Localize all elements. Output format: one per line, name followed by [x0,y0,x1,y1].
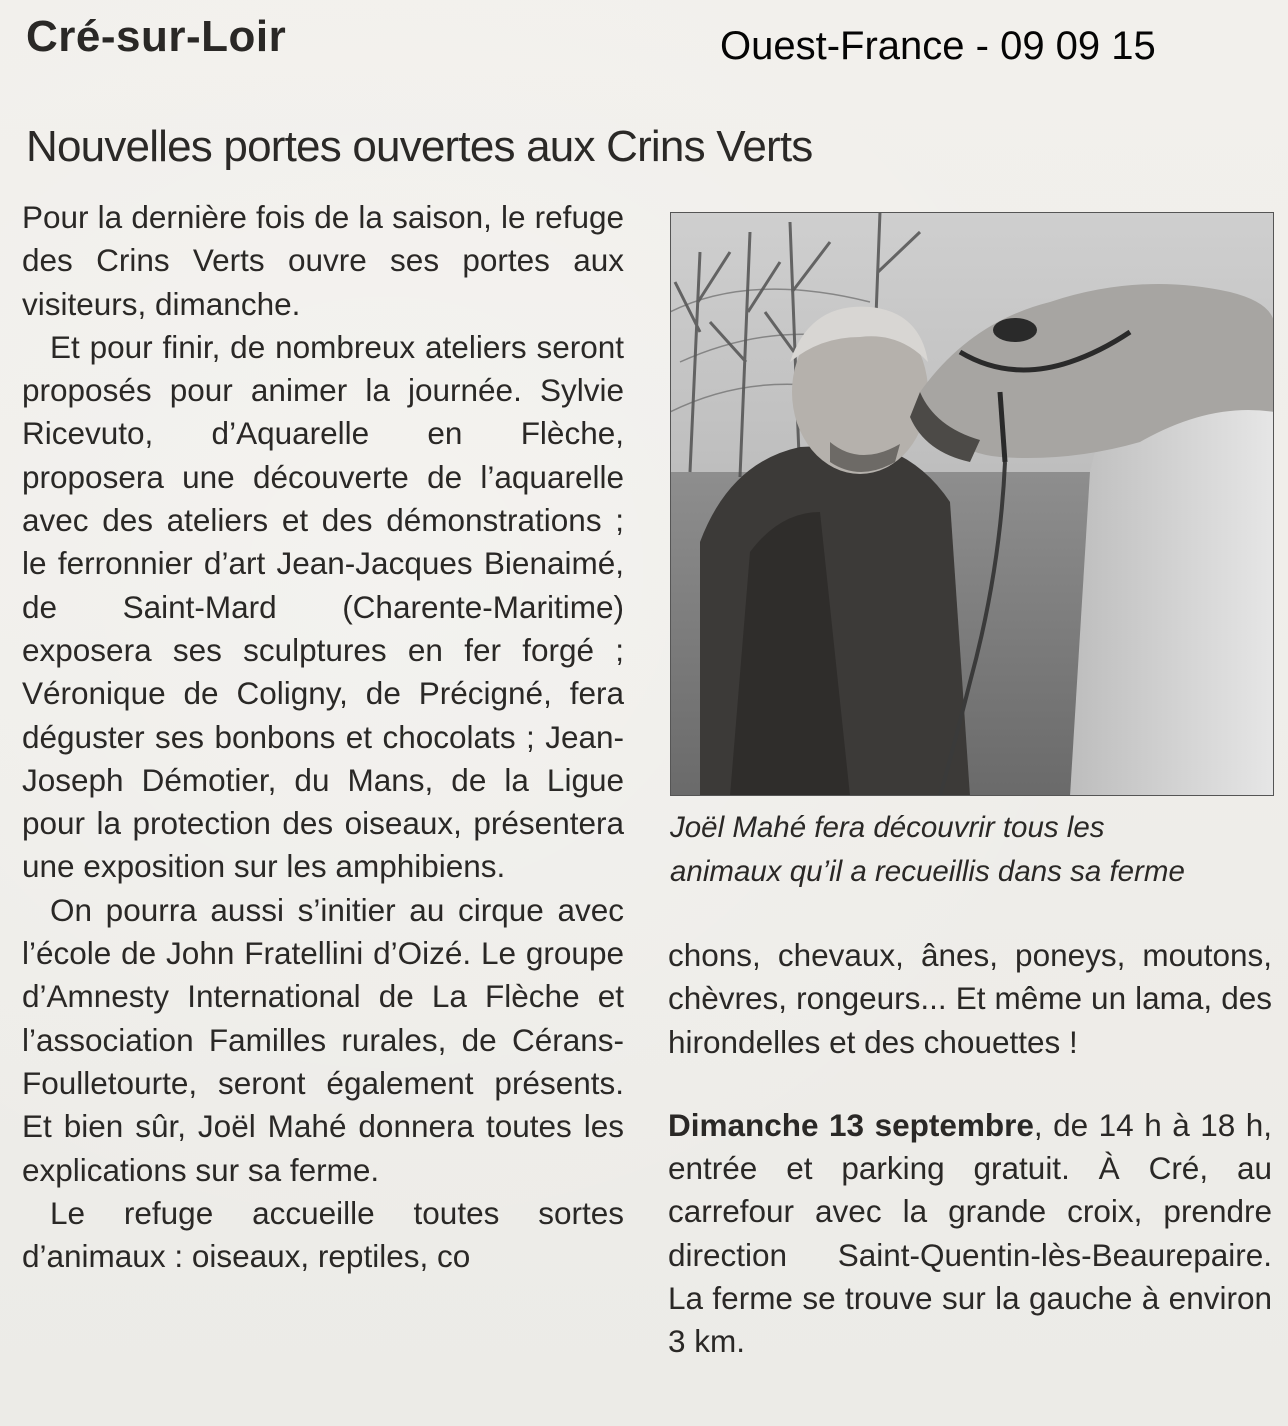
paragraph-ateliers: Et pour finir, de nombreux ateliers seront proposés pour animer la journée. Sylvie Ricevuto, d’Aquarelle en Flèche, proposera une découverte de l’aquarelle avec des ateliers et des démonstrations ; le ferronnier d’art Jean-Jacques Bienaimé, de Saint-Mard (Charente-Maritime) exposera ses sculptures en fer forgé ; Véronique de Coligny, de Précigné, fera déguster ses bonbons et chocolats ; Jean-Joseph Démotier, du Mans, de la Ligue pour la protection des oiseaux, présentera une exposition sur les amphibiens. [22,328,624,885]
right-column [668,934,1272,1364]
photo-man-with-llama [670,212,1274,796]
location-heading: Cré-sur-Loir [26,12,287,61]
left-column [22,196,624,1278]
paragraph-continuation: chons, chevaux, ânes, poneys, moutons, chèvres, rongeurs... Et même un lama, des hirondelles et des chouettes ! [668,937,1272,1060]
photo-block [670,212,1274,894]
photo-caption-line1: Joël Mahé fera découvrir tous les [670,811,1105,844]
event-details: , de 14 h à 18 h, entrée et parking gratuit. À Cré, au carrefour avec la grande croix, prendre direction Saint-Quentin-lès-Beaurepaire. La ferme se trouve sur la gauche à environ 3 km. [668,1106,1273,1360]
paragraph-refuge: Le refuge accueille toutes sortes d’animaux : oiseaux, reptiles, co [22,1194,624,1275]
source-label: Ouest-France - 09 09 15 [720,24,1156,68]
paragraph-cirque: On pourra aussi s’initier au cirque avec l’école de John Fratellini d’Oizé. Le groupe d’Amnesty International de La Flèche et l’association Familles rurales, de Cérans-Foulletourte, seront également présents. Et bien sûr, Joël Mahé donnera toutes les explications sur sa ferme. [22,891,624,1188]
paragraph-intro: Pour la dernière fois de la saison, le refuge des Crins Verts ouvre ses portes aux visiteurs, dimanche. [22,199,624,322]
practical-info [668,1104,1272,1364]
event-date: Dimanche 13 septembre [668,1106,1034,1143]
article-headline: Nouvelles portes ouvertes aux Crins Verts [26,122,813,171]
photo-caption-line2: animaux qu’il a recueillis dans sa ferme [670,855,1185,888]
